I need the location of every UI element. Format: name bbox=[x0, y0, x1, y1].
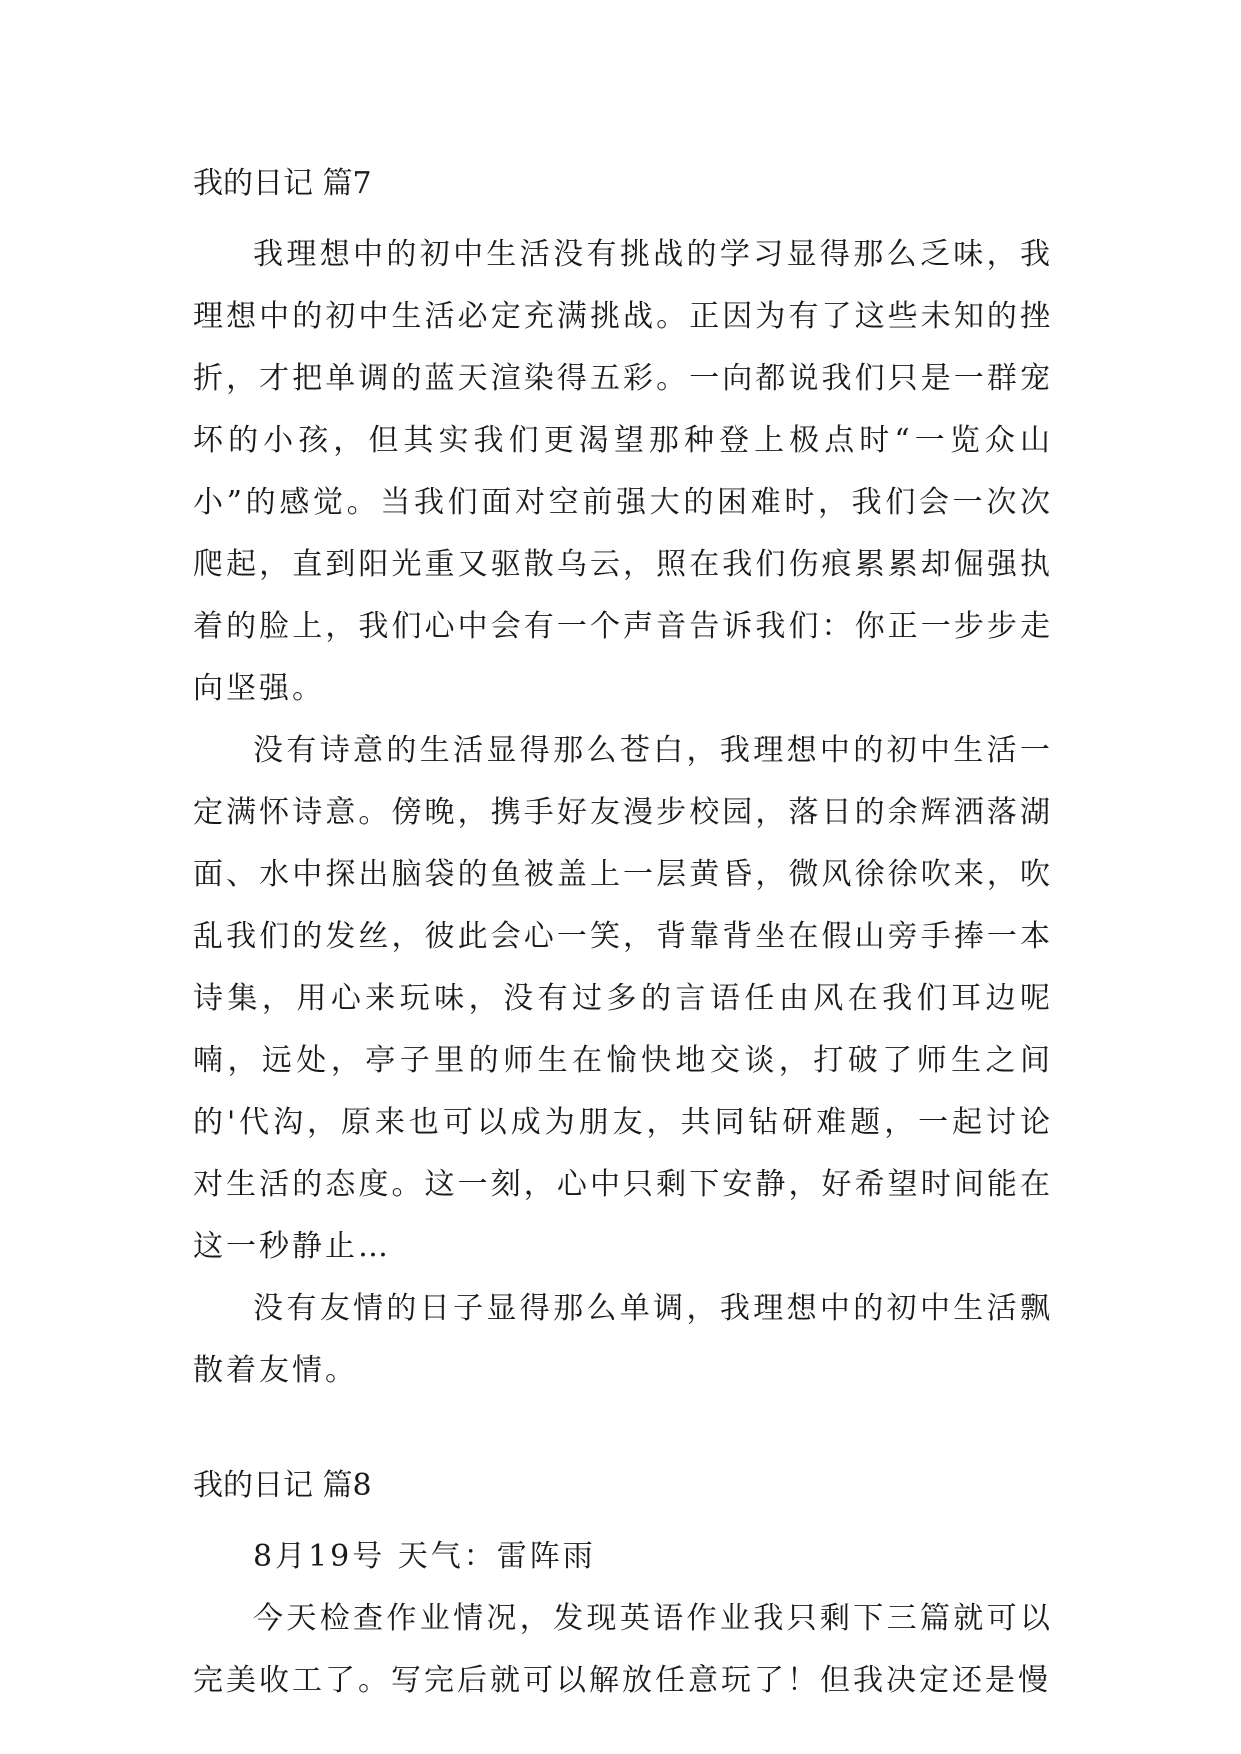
section-spacer bbox=[193, 1402, 1053, 1464]
document-body bbox=[193, 162, 1053, 1712]
date-weather-line: 8月19号 天气：雷阵雨 bbox=[253, 1539, 596, 1574]
paragraph: 我理想中的初中生活没有挑战的学习显得那么乏味，我理想中的初中生活必定充满挑战。正因为有了这些未知的挫折，才把单调的蓝天渲染得五彩。一向都说我们只是一群宠坏的小孩，但其实我们更渴望那种登上极点时“一览众山小”的感觉。当我们面对空前强大的困难时，我们会一次次爬起，直到阳光重又驱散乌云，照在我们伤痕累累却倔强执着的脸上，我们心中会有一个声音告诉我们：你正一步步走向坚强。 bbox=[193, 237, 1053, 706]
paragraph: 没有诗意的生活显得那么苍白，我理想中的初中生活一定满怀诗意。傍晚，携手好友漫步校园，落日的余辉洒落湖面、水中探出脑袋的鱼被盖上一层黄昏，微风徐徐吹来，吹乱我们的发丝，彼此会心一笑，背靠背坐在假山旁手捧一本诗集，用心来玩味，没有过多的言语任由风在我们耳边呢喃，远处，亭子里的师生在愉快地交谈，打破了师生之间的'代沟，原来也可以成为朋友，共同钻研难题，一起讨论对生活的态度。这一刻，心中只剩下安静，好希望时间能在这一秒静止… bbox=[193, 733, 1053, 1264]
diary-entry-8 bbox=[193, 1464, 1053, 1712]
entry-title: 我的日记 篇7 bbox=[193, 166, 372, 201]
diary-entry-7 bbox=[193, 162, 1053, 1402]
paragraph: 今天检查作业情况，发现英语作业我只剩下三篇就可以完美收工了。写完后就可以解放任意玩了！但我决定还是慢 bbox=[193, 1601, 1053, 1698]
entry-title: 我的日记 篇8 bbox=[193, 1468, 372, 1503]
paragraph: 没有友情的日子显得那么单调，我理想中的初中生活飘散着友情。 bbox=[193, 1291, 1053, 1388]
